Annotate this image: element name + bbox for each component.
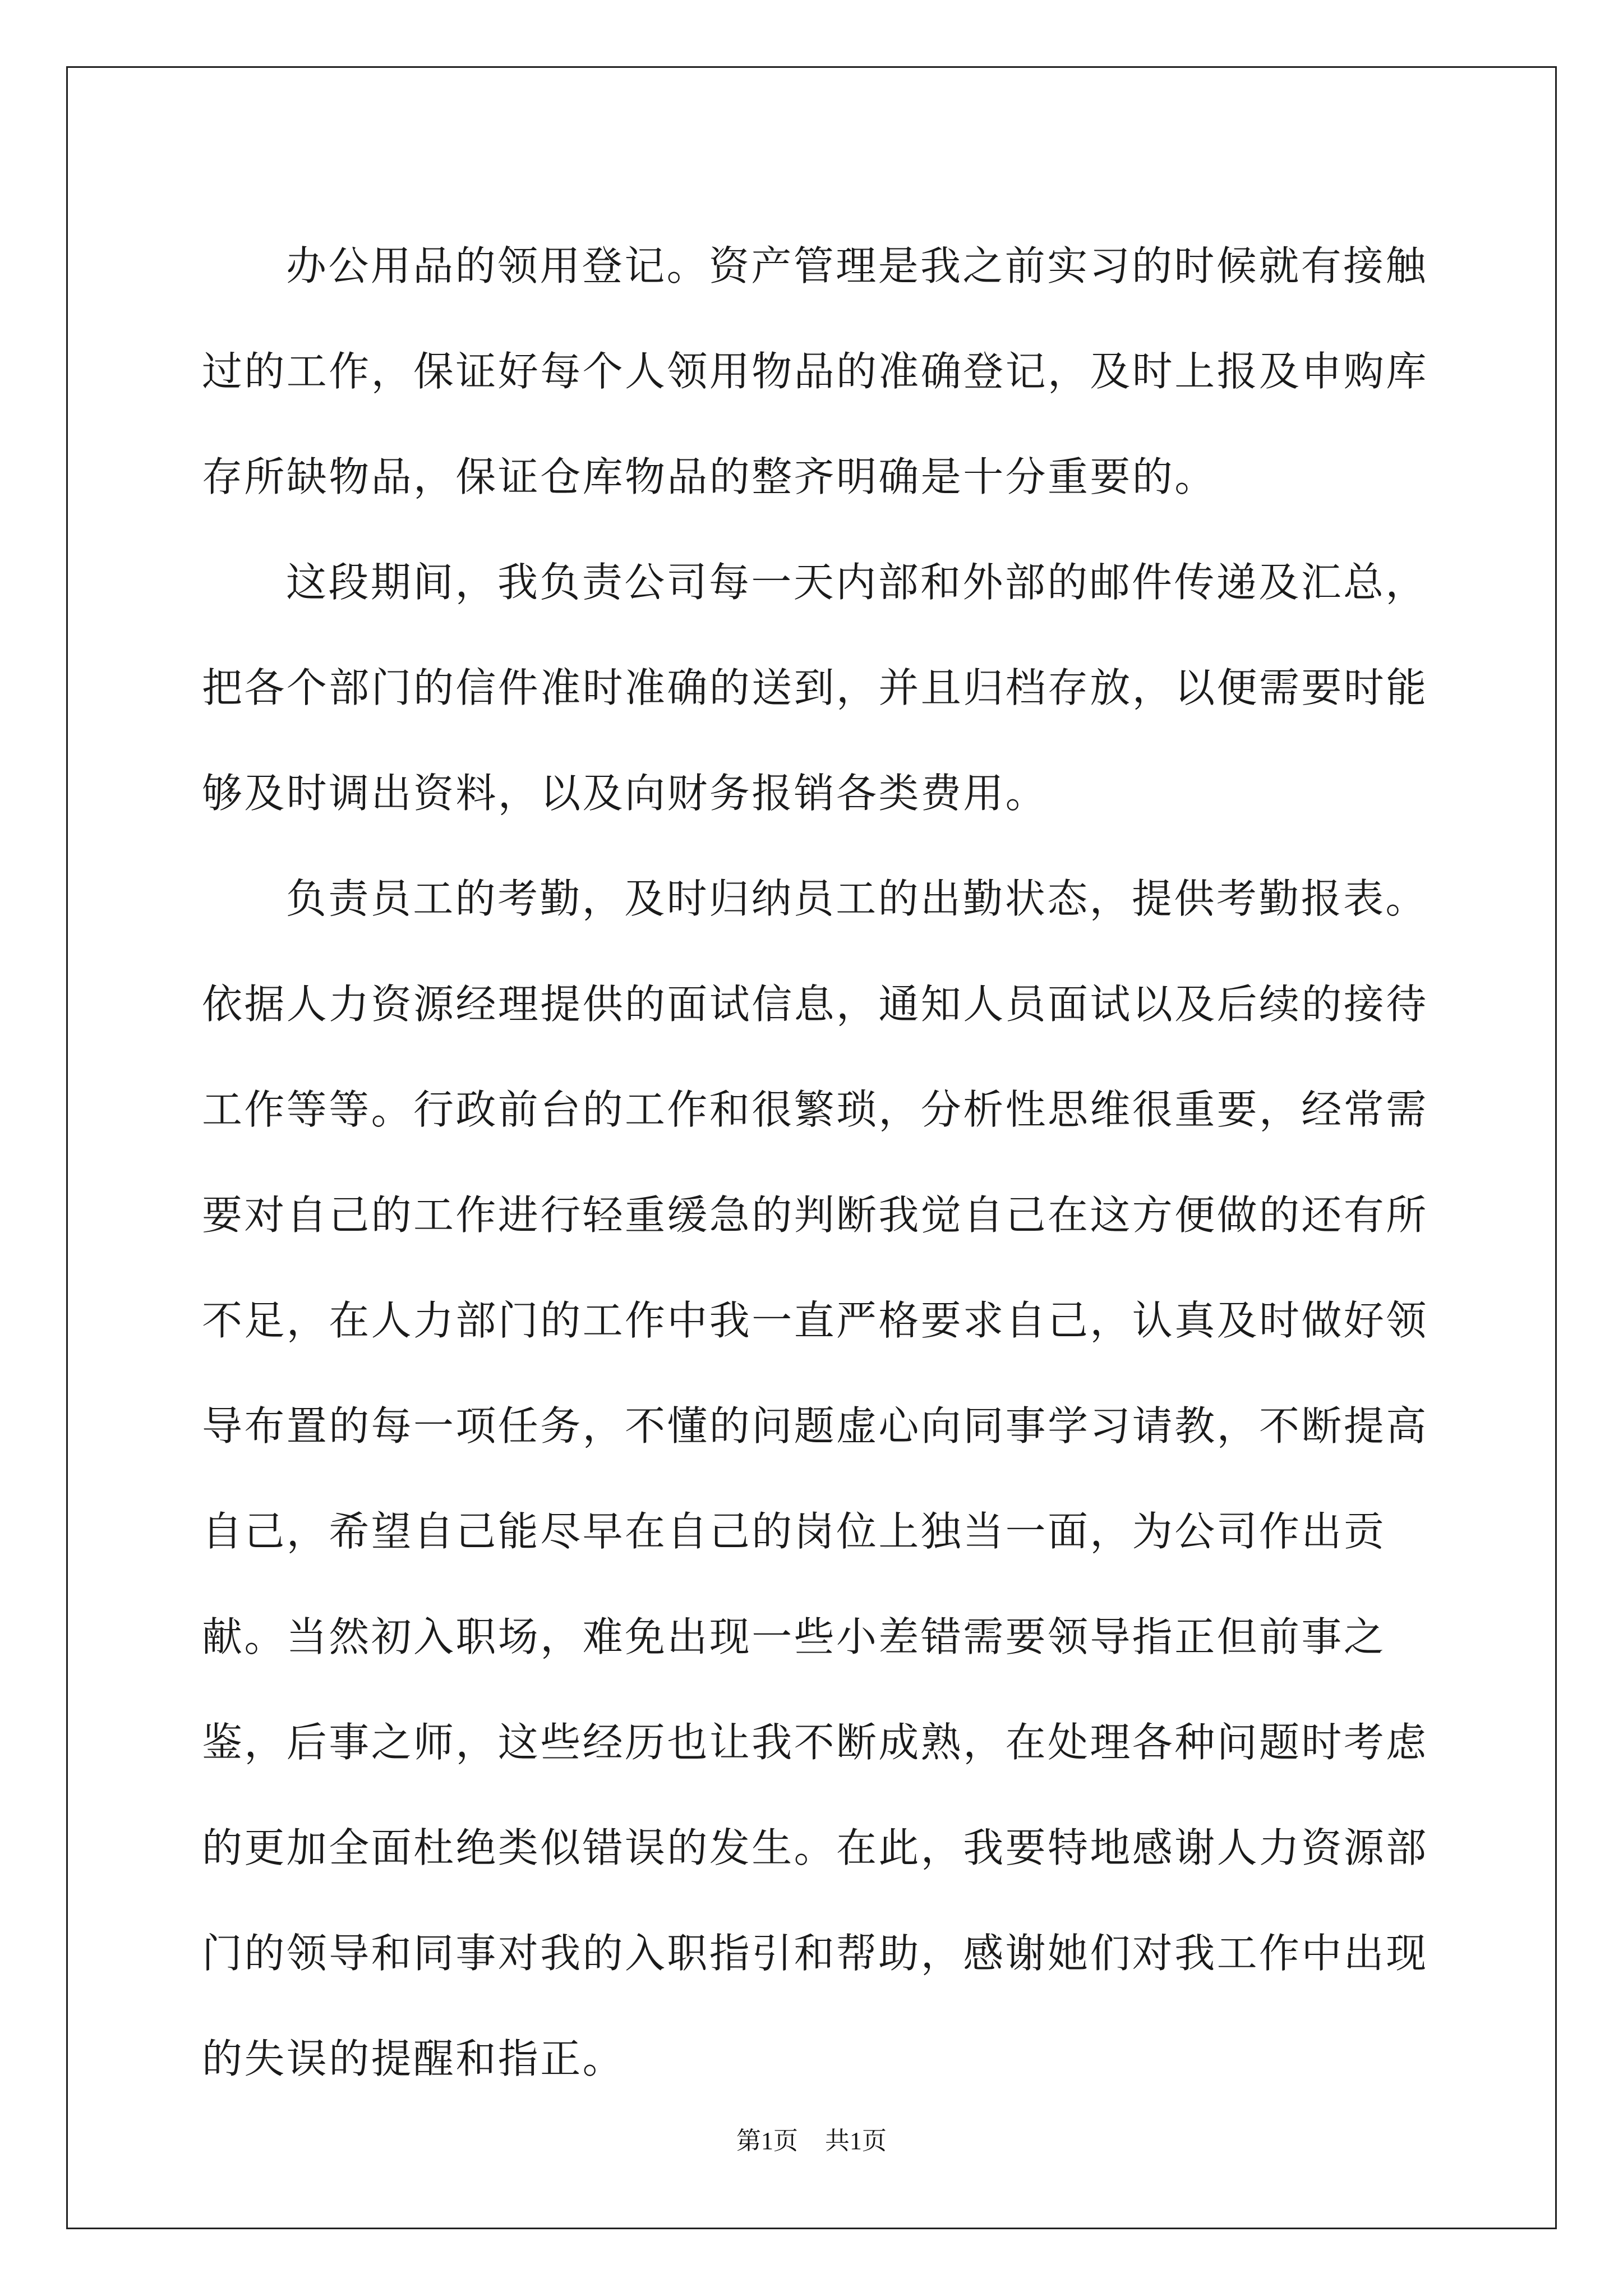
page-number: 第1页 bbox=[736, 2127, 798, 2155]
page-footer bbox=[0, 2120, 1623, 2156]
paragraph-attendance-duties: 负责员工的考勤，及时归纳员工的出勤状态，提供考勤报表。依据人力资源经理提供的面试信息，通知人员面试以及后续的接待工作等等。行政前台的工作和很繁琐，分析性思维很重要，经常需要对自己的工作进行轻重缓急的判断我觉自己在这方便做的还有所不足，在人力部门的工作中我一直严格要求自己，认真及时做好领导布置的每一项任务，不懂的问题虚心向同事学习请教，不断提高自己，希望自己能尽早在自己的岗位上独当一面，为公司作出贡献。当然初入职场，难免出现一些小差错需要领导指正但前事之鉴，后事之师，这些经历也让我不断成熟，在处理各种问题时考虑的更加全面杜绝类似错误的发生。在此，我要特地感谢人力资源部门的领导和同事对我的入职指引和帮助，感谢她们对我工作中出现的失误的提醒和指正。 bbox=[202, 875, 1428, 2082]
page-total: 共1页 bbox=[825, 2127, 887, 2155]
document-body bbox=[202, 213, 1430, 2111]
paragraph-office-supplies: 办公用品的领用登记。资产管理是我之前实习的时候就有接触过的工作，保证好每个人领用物品的准确登记，及时上报及申购库存所缺物品，保证仓库物品的整齐明确是十分重要的。 bbox=[202, 242, 1428, 500]
paragraph-mail-handling: 这段期间，我负责公司每一天内部和外部的邮件传递及汇总，把各个部门的信件准时准确的送到，并且归档存放，以便需要时能够及时调出资料，以及向财务报销各类费用。 bbox=[202, 559, 1428, 817]
